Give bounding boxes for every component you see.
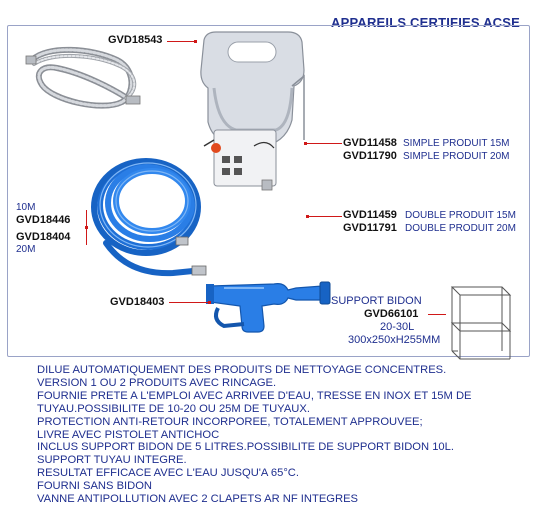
- simple-20-desc: SIMPLE PRODUIT 20M: [403, 151, 510, 162]
- leader-dot: [85, 226, 88, 229]
- product-description: [37, 364, 517, 506]
- bidon-rack-image: [446, 283, 516, 363]
- support-dimensions: 300x250xH255MM: [348, 334, 441, 346]
- spray-pistol-image: [204, 266, 334, 336]
- hose-20m-code: GVD18404: [16, 231, 71, 243]
- description-line: LIVRE AVEC PISTOLET ANTICHOC: [37, 428, 220, 441]
- double-20-desc: DOUBLE PRODUIT 20M: [405, 223, 516, 234]
- description-line: VANNE ANTIPOLLUTION AVEC 2 CLAPETS AR NF INTEGRES: [37, 493, 358, 506]
- hose-10m-code: GVD18446: [16, 214, 71, 226]
- description-line: FOURNIE PRETE A L'EMPLOI AVEC ARRIVEE D'EAU, TRESSE EN INOX ET 15M DE: [37, 389, 472, 402]
- braided-hose-image: [22, 40, 152, 120]
- leader-dot: [304, 142, 307, 145]
- simple-20-code: GVD11790: [343, 150, 397, 162]
- description-line: FOURNI SANS BIDON: [37, 480, 152, 493]
- support-capacity: 20-30L: [380, 321, 415, 333]
- description-line: TUYAU.POSSIBILITE DE 10-20 OU 25M DE TUYAUX.: [37, 402, 310, 415]
- double-15-code: GVD11459: [343, 209, 397, 221]
- double-20-code: GVD11791: [343, 222, 397, 234]
- page-title: APPAREILS CERTIFIES ACSE: [331, 15, 520, 30]
- leader-dot: [208, 301, 211, 304]
- support-code: GVD66101: [364, 308, 419, 320]
- description-line: DILUE AUTOMATIQUEMENT DES PRODUITS DE NETTOYAGE CONCENTRES.: [37, 364, 447, 376]
- description-line: VERSION 1 OU 2 PRODUITS AVEC RINCAGE.: [37, 376, 277, 389]
- support-title: SUPPORT BIDON: [331, 295, 422, 307]
- description-line: INCLUS SUPPORT BIDON DE 5 LITRES.POSSIBILITE DE SUPPORT BIDON 10L.: [37, 441, 454, 454]
- simple-15-code: GVD11458: [343, 137, 397, 149]
- description-line: SUPPORT TUYAU INTEGRE.: [37, 454, 187, 467]
- hose-10m-label: 10M: [16, 202, 36, 213]
- description-line: RESULTAT EFFICACE AVEC L'EAU JUSQU'A 65°C.: [37, 467, 299, 480]
- hose-20m-label: 20M: [16, 244, 36, 255]
- leader-line: [306, 143, 342, 144]
- pistol-code: GVD18403: [110, 296, 165, 308]
- blue-hose-coil-image: [88, 145, 218, 285]
- leader-line: [428, 314, 446, 315]
- double-15-desc: DOUBLE PRODUIT 15M: [405, 210, 516, 221]
- description-line: PROTECTION ANTI-RETOUR INCORPOREE, TOTALEMENT APPROUVEE;: [37, 415, 423, 428]
- hose-steel-code: GVD18543: [108, 34, 163, 46]
- leader-line: [169, 302, 209, 303]
- leader-dot: [306, 215, 309, 218]
- simple-15-desc: SIMPLE PRODUIT 15M: [403, 138, 510, 149]
- leader-line: [167, 41, 195, 42]
- leader-line: [308, 216, 342, 217]
